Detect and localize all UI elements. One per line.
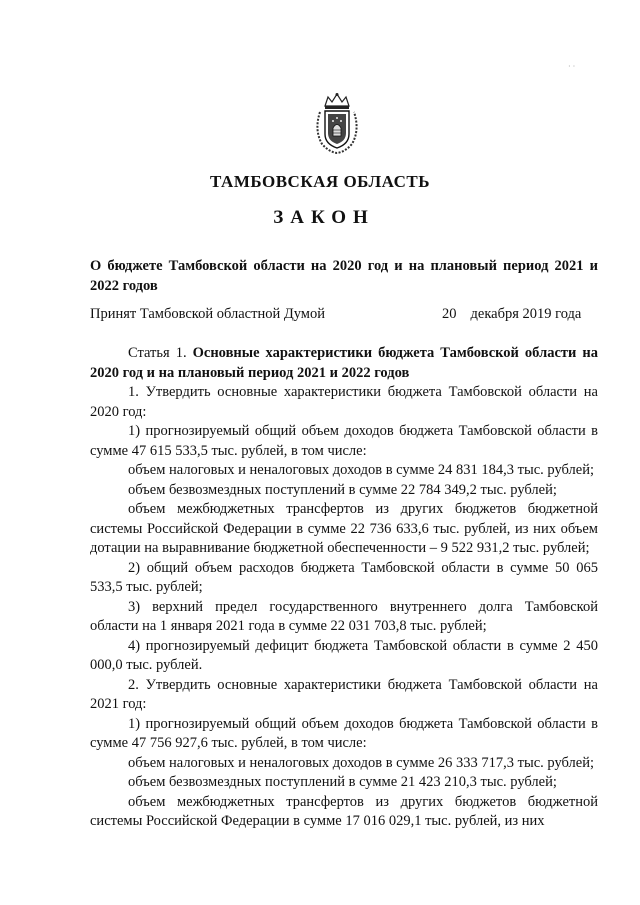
adoption-line [90, 306, 598, 323]
paragraph: объем налоговых и неналоговых доходов в сумме 24 831 184,3 тыс. рублей; [128, 462, 594, 478]
adoption-day: 20 [442, 306, 457, 322]
paragraph: объем безвозмездных поступлений в сумме 22 784 349,2 тыс. рублей; [128, 481, 557, 498]
paragraph: 2. Утвердить основные характеристики бюджета Тамбовской области на 2021 год: [90, 676, 598, 712]
paragraph: объем межбюджетных трансфертов из других бюджетов бюджетной системы Российской Федерации в сумме 22 736 633,6 тыс. рублей, из них объем дотации на выравнивание бюджетной обеспеченности – 9 522 931,2 тыс. рублей; [90, 501, 598, 556]
article-prefix: Статья 1. [128, 345, 193, 361]
paragraph: 1) прогнозируемый общий объем доходов бюджета Тамбовской области в сумме 47 615 533,5 тыс. рублей, в том числе: [90, 423, 598, 459]
article-heading [90, 344, 598, 383]
law-title: О бюджете Тамбовской области на 2020 год и на плановый период 2021 и 2022 годов [90, 258, 598, 294]
adoption-date [442, 306, 581, 323]
coat-of-arms-emblem [312, 92, 362, 156]
paragraph: 1) прогнозируемый общий объем доходов бюджета Тамбовской области в сумме 47 756 927,6 тыс. рублей, в том числе: [90, 715, 598, 751]
region-name: ТАМБОВСКАЯ ОБЛАСТЬ [210, 172, 430, 191]
paragraph: 1. Утвердить основные характеристики бюджета Тамбовской области на 2020 год: [90, 384, 598, 420]
paragraph: объем межбюджетных трансфертов из других бюджетов бюджетной системы Российской Федерации в сумме 17 016 029,1 тыс. рублей, из них [90, 793, 598, 829]
law-body [90, 344, 598, 832]
article-title: Основные характеристики бюджета Тамбовской области на 2020 год и на плановый период 2021 и 2022 годов [90, 345, 598, 381]
paragraph: 2) общий объем расходов бюджета Тамбовской области в сумме 50 065 533,5 тыс. рублей; [90, 559, 598, 595]
document-type: ЗАКОН [273, 207, 375, 228]
adopted-by: Принят Тамбовской областной Думой [90, 306, 325, 322]
paragraph: объем безвозмездных поступлений в сумме 21 423 210,3 тыс. рублей; [128, 774, 557, 790]
paragraph: 3) верхний предел государственного внутреннего долга Тамбовской области на 1 января 2021 года в сумме 22 031 703,8 тыс. рублей; [90, 598, 598, 634]
scan-corner-mark: · · [568, 62, 576, 71]
paragraph: объем налоговых и неналоговых доходов в сумме 26 333 717,3 тыс. рублей; [128, 754, 594, 771]
adoption-month-year: декабря 2019 года [470, 306, 582, 322]
paragraph: 4) прогнозируемый дефицит бюджета Тамбовской области в сумме 2 450 000,0 тыс. рублей. [90, 637, 598, 673]
